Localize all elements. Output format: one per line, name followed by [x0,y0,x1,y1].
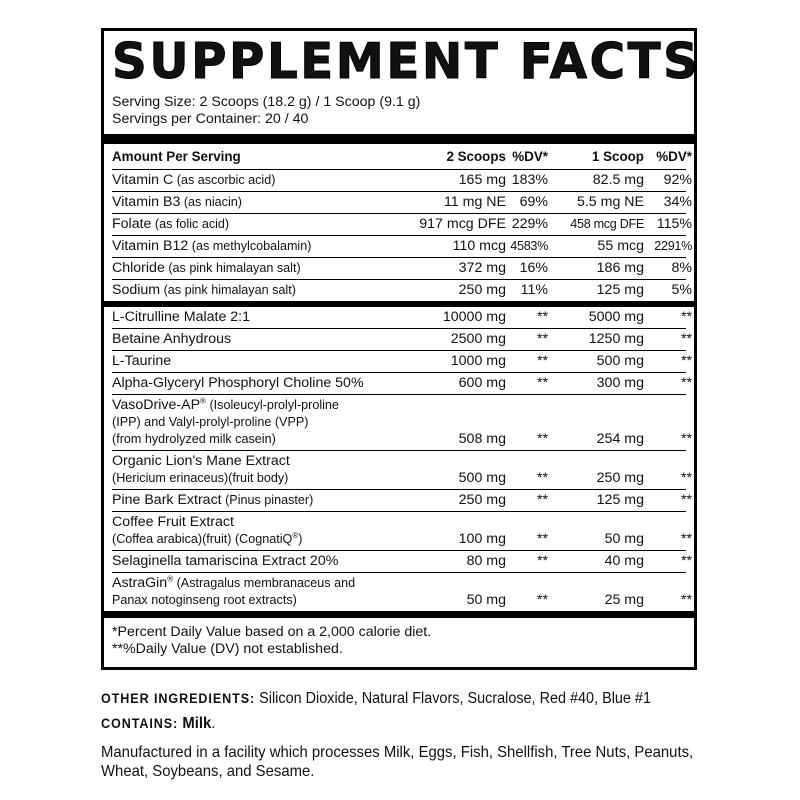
amount-two-scoops: 10000 mg [442,309,506,325]
pinebark-name: Pine Bark Extract [112,492,222,508]
dv-two-scoops: ** [536,470,548,486]
ingredient-row [112,351,692,373]
nutrient-row [112,170,692,192]
nutrient-name: Vitamin C [112,172,174,188]
nutrient-name: Sodium [112,282,161,298]
amount-two-scoops: 250 mg [458,492,506,508]
ingredient-row [112,307,692,329]
nutrient-name: Folate [112,216,152,232]
amount-two-scoops: 11 mg NE [443,194,506,210]
coffee-name: Coffee Fruit Extract [112,514,234,530]
header-one-scoop: 1 Scoop [591,149,644,164]
dv-one-scoop: 5% [671,282,692,298]
amount-two-scoops: 80 mg [466,553,506,569]
servings-per-container: Servings per Container: 20 / 40 [112,111,309,127]
amount-one-scoop: 55 mcg [597,238,644,254]
dv-two-scoops: ** [536,592,548,608]
ingredient-name: L-Citrulline Malate 2:1 [112,309,250,325]
nutrient-source: (as ascorbic acid) [173,173,276,187]
dv-two-scoops: ** [536,353,548,369]
ingredient-row [112,573,692,611]
divider-thick [104,134,694,144]
contains-period: . [211,715,216,732]
amount-two-scoops: 600 mg [458,375,506,391]
nutrient-source: (as methylcobalamin) [188,239,312,253]
dv-two-scoops: ** [536,492,548,508]
amount-one-scoop: 25 mg [604,592,644,608]
nutrient-source: (as pink himalayan salt) [160,283,296,297]
registered-mark: ® [167,574,174,584]
amount-one-scoop: 300 mg [596,375,644,391]
lionsmane-name: Organic Lion's Mane Extract [112,453,290,469]
footnote-dv: *Percent Daily Value based on a 2,000 calorie diet. [112,624,432,640]
amount-one-scoop: 50 mg [604,531,644,547]
dv-one-scoop: 34% [663,194,692,210]
nutrient-name: Chloride [112,260,165,276]
pinebark-desc: (Pinus pinaster) [221,493,314,507]
facility-allergen-note: Manufactured in a facility which processes Milk, Eggs, Fish, Shellfish, Tree Nuts, Peanuts, Wheat, Soybeans, and Sesame. [101,744,694,780]
ingredient-row [112,451,692,490]
lionsmane-desc: (Hericium erinaceus)(fruit body) [112,471,289,485]
ingredient-name [112,397,402,448]
dv-two-scoops: ** [536,331,548,347]
dv-one-scoop: ** [680,309,692,325]
dv-one-scoop: ** [680,375,692,391]
amount-two-scoops: 50 mg [466,592,506,608]
amount-one-scoop: 40 mg [604,553,644,569]
dv-one-scoop: 2291% [654,239,692,253]
ingredient-name [112,575,402,609]
nutrient-source: (as folic acid) [151,217,230,231]
amount-two-scoops: 917 mcg DFE [419,216,506,232]
astragin-name: AstraGin [112,575,168,591]
dv-one-scoop: 115% [656,216,692,232]
dv-one-scoop: ** [680,470,692,486]
dv-two-scoops: 16% [519,260,548,276]
amount-one-scoop: 125 mg [596,282,644,298]
dv-one-scoop: ** [680,492,692,508]
amount-two-scoops: 100 mg [458,531,506,547]
amount-two-scoops: 372 mg [458,260,506,276]
astragin-desc-2: Panax notoginseng root extracts) [112,593,297,607]
nutrient-name: Vitamin B12 [112,238,189,254]
contains-label: CONTAINS: [101,716,179,731]
dv-two-scoops: 183% [511,172,548,188]
header-amount: Amount Per Serving [112,149,241,164]
amount-one-scoop: 5000 mg [588,309,644,325]
header-dv-2: %DV* [656,149,692,164]
amount-one-scoop: 82.5 mg [592,172,644,188]
ingredient-row [112,512,692,551]
dv-one-scoop: 92% [663,172,692,188]
amount-two-scoops: 110 mcg [452,238,506,254]
dv-two-scoops: ** [536,431,548,447]
serving-size: Serving Size: 2 Scoops (18.2 g) / 1 Scoop (9.1 g) [112,94,421,110]
amount-two-scoops: 1000 mg [450,353,506,369]
supplement-facts-panel [101,28,701,670]
ingredient-name: L-Taurine [112,353,172,369]
vasodrive-desc-2: (IPP) and Valyl-prolyl-proline (VPP) [112,415,309,429]
dv-two-scoops: 229% [511,216,548,232]
dv-two-scoops: ** [536,309,548,325]
coffee-desc-close: ) [298,532,303,546]
vasodrive-desc-3: (from hydrolyzed milk casein) [112,432,276,446]
dv-one-scoop: ** [680,531,692,547]
dv-one-scoop: ** [680,553,692,569]
vasodrive-name: VasoDrive-AP [112,397,201,413]
divider-medium [104,611,694,618]
column-header-row [112,144,692,170]
dv-two-scoops: 4583% [510,239,548,253]
dv-two-scoops: 69% [519,194,548,210]
ingredient-row [112,329,692,351]
amount-one-scoop: 458 mcg DFE [570,217,644,231]
ingredient-row [112,551,692,573]
nutrient-row [112,214,692,236]
coffee-desc: (Coffea arabica)(fruit) (CognatiQ [112,532,293,546]
footnote-dv-not-established: **%Daily Value (DV) not established. [112,641,343,657]
vasodrive-desc-1: (Isoleucyl-prolyl-proline [205,398,339,412]
amount-one-scoop: 250 mg [596,470,644,486]
registered-mark: ® [292,530,299,540]
nutrient-row [112,280,692,301]
amount-one-scoop: 500 mg [596,353,644,369]
other-ingredients-list: Silicon Dioxide, Natural Flavors, Sucralose, Red #40, Blue #1 [255,690,651,707]
dv-two-scoops: ** [536,553,548,569]
nutrient-source: (as niacin) [180,195,242,209]
panel-title: SUPPLEMENT FACTS [112,33,701,90]
dv-one-scoop: ** [680,431,692,447]
astragin-desc-1: (Astragalus membranaceus and [173,576,356,590]
dv-two-scoops: ** [536,375,548,391]
ingredient-name [112,514,402,548]
allergen-contains [101,715,215,733]
header-two-scoops: 2 Scoops [446,149,506,164]
ingredient-name [112,453,402,487]
amount-one-scoop: 1250 mg [588,331,644,347]
other-ingredients-label: OTHER INGREDIENTS: [101,691,256,706]
amount-two-scoops: 2500 mg [450,331,506,347]
amount-one-scoop: 125 mg [596,492,644,508]
ingredient-row [112,395,692,451]
selaginella-name: Selaginella tamariscina Extract 20% [112,553,339,569]
dv-two-scoops: ** [536,531,548,547]
dv-one-scoop: ** [680,353,692,369]
header-dv-1: %DV* [512,149,548,164]
ingredient-name: Betaine Anhydrous [112,331,232,347]
amount-two-scoops: 508 mg [458,431,506,447]
ingredient-row [112,490,692,512]
amount-two-scoops: 250 mg [458,282,506,298]
amount-one-scoop: 254 mg [596,431,644,447]
dv-two-scoops: 11% [520,282,548,298]
nutrient-row [112,192,692,214]
dv-one-scoop: 8% [671,260,692,276]
other-ingredients [101,689,678,709]
amount-two-scoops: 500 mg [458,470,506,486]
amount-one-scoop: 186 mg [596,260,644,276]
amount-one-scoop: 5.5 mg NE [576,194,644,210]
nutrient-name: Vitamin B3 [112,194,181,210]
dv-one-scoop: ** [680,592,692,608]
footnotes [112,618,686,658]
ingredient-row [112,373,692,395]
amount-two-scoops: 165 mg [458,172,506,188]
nutrient-row [112,258,692,280]
ingredient-name: Alpha-Glyceryl Phosphoryl Choline 50% [112,375,364,391]
dv-one-scoop: ** [680,331,692,347]
registered-mark: ® [200,396,206,406]
nutrient-row [112,236,692,258]
contains-value: Milk [178,715,212,732]
nutrient-source: (as pink himalayan salt) [164,261,301,275]
